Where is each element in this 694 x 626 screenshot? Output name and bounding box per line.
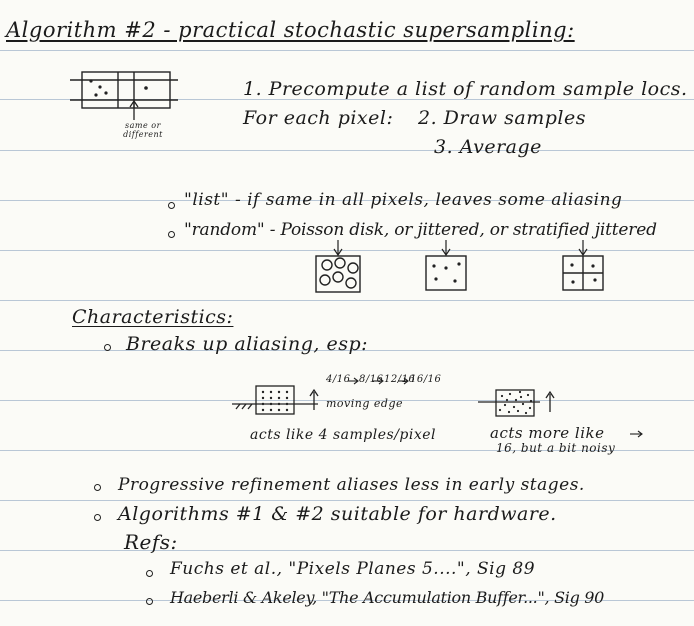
bullet-icon	[94, 514, 101, 521]
arrow-poisson-icon	[334, 240, 342, 255]
acts-more-like-label: acts more like	[490, 424, 605, 442]
up-arrow-icon	[130, 101, 138, 120]
moving-edge-diagram-right	[478, 390, 554, 416]
fraction-12-16: 12/16	[384, 374, 416, 385]
jittered-square	[426, 256, 466, 290]
fraction-4-16: 4/16	[326, 374, 351, 385]
acts-more-like-detail: 16, but a bit noisy	[496, 441, 616, 455]
step-3: 3. Average	[434, 136, 542, 158]
step-1: 1. Precompute a list of random sample locs.	[243, 78, 688, 100]
jittered-dots	[432, 262, 460, 282]
for-each-pixel-label: For each pixel:	[243, 107, 394, 129]
algorithms-note: Algorithms #1 & #2 suitable for hardware.	[118, 503, 557, 525]
arrow-icon	[630, 431, 642, 437]
pixel-row-diagram	[70, 72, 178, 108]
same-or-different-label: same or different	[123, 121, 163, 139]
moving-edge-label: moving edge	[326, 397, 404, 410]
ref-item: Fuchs et al., "Pixels Planes 5....", Sig 89	[170, 559, 536, 579]
arrow-stratified-icon	[579, 240, 587, 255]
stratified-square	[563, 256, 603, 290]
poisson-disk-square	[316, 256, 360, 292]
characteristics-heading: Characteristics:	[72, 306, 234, 328]
bullet-icon	[168, 231, 175, 238]
bullet-icon	[146, 570, 153, 577]
fraction-16-16: 16/16	[410, 374, 442, 385]
breaks-up-aliasing: Breaks up aliasing, esp:	[126, 333, 369, 355]
grid-dots-16	[262, 391, 288, 411]
bullet-icon	[104, 344, 111, 351]
step-2: 2. Draw samples	[418, 107, 586, 129]
ref-item: Haeberli & Akeley, "The Accumulation Buffer...", Sig 90	[170, 588, 605, 607]
progressive-refinement-note: Progressive refinement aliases less in early stages.	[118, 475, 585, 495]
acts-like-4-label: acts like 4 samples/pixel	[250, 427, 437, 443]
random-note: "random" - Poisson disk, or jittered, or stratified jittered	[184, 220, 657, 240]
list-note: "list" - if same in all pixels, leaves some aliasing	[184, 190, 623, 210]
bullet-icon	[94, 484, 101, 491]
moving-edge-diagram-left	[232, 386, 318, 414]
fraction-8-16: 8/16	[359, 374, 384, 385]
bullet-icon	[146, 598, 153, 605]
page-title: Algorithm #2 - practical stochastic supersampling:	[6, 18, 575, 42]
arrow-jittered-icon	[442, 240, 450, 255]
refs-heading: Refs:	[124, 530, 178, 554]
bullet-icon	[168, 202, 175, 209]
